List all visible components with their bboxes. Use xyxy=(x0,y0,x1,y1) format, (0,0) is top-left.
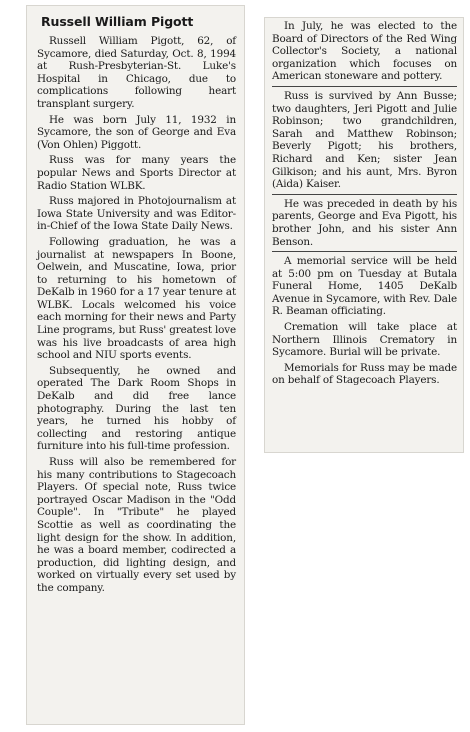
paragraph-stagecoach-players: Russ will also be remembered for his many contributions to Stagecoach Players. Of special note, Russ twice portrayed Oscar Madison in the "Odd Couple". In "Tribute" he played Scottie as well as coordinating the light design for the show. In addition, he was a board member, codirected a production, did lighting design, and worked on virtually every set used by the company. xyxy=(37,456,236,594)
paragraph-death-notice: Russell William Pigott, 62, of Sycamore, died Saturday, Oct. 8, 1994 at Rush-Presbyterian-St. Luke's Hospital in Chicago, due to complications following heart transplant surgery. xyxy=(37,35,236,110)
paragraph-memorials: Memorials for Russ may be made on behalf of Stagecoach Players. xyxy=(272,361,457,387)
paragraph-dark-room-shops: Subsequently, he owned and operated The Dark Room Shops in DeKalb and did free lance photography. During the last ten years, he turned his hobby of collecting and restoring antique furniture into his full-time profession. xyxy=(37,364,236,453)
paragraph-memorial-service: A memorial service will be held at 5:00 pm on Tuesday at Butala Funeral Home, 1405 DeKalb Avenue in Sycamore, with Rev. Dale R. Beaman officiating. xyxy=(272,255,457,318)
obituary-clipping-left xyxy=(27,6,244,724)
paragraph-education: Russ majored in Photojournalism at Iowa State University and was Editor-in-Chief of the Iowa State Daily News. xyxy=(37,195,236,233)
paragraph-survivors: Russ is survived by Ann Busse; two daughters, Jeri Pigott and Julie Robinson; two grandchildren, Sarah and Matthew Robinson; Beverly Pigott; his brothers, Richard and Ken; sister Jean Gilkison; and his aunt, Mrs. Byron (Aida) Kaiser. xyxy=(272,89,457,191)
obituary-clipping-right xyxy=(265,18,463,452)
paragraph-cremation: Cremation will take place at Northern Illinois Crematory in Sycamore. Burial will be private. xyxy=(272,321,457,359)
paragraph-journalism: Following graduation, he was a journalist at newspapers In Boone, Oelwein, and Muscatine, Iowa, prior to returning to his hometown of DeKalb in 1960 for a 17 year tenure at WLBK. Locals welcomed his voice each morning for their news and Party Line programs, but Russ' greatest love was his live broadcasts of area high school and NIU sports events. xyxy=(37,235,237,362)
paragraph-preceded-in-death: He was preceded in death by his parents, George and Eva Pigott, his brother John, and his sister Ann Benson. xyxy=(272,197,457,248)
paragraph-birth: He was born July 11, 1932 in Sycamore, the son of George and Eva (Von Ohlen) Piggott. xyxy=(37,113,236,151)
divider xyxy=(272,194,457,195)
headline: Russell William Pigott xyxy=(41,14,194,29)
paragraph-radio-career: Russ was for many years the popular News and Sports Director at Radio Station WLBK. xyxy=(37,154,236,192)
divider xyxy=(272,86,457,87)
paragraph-red-wing: In July, he was elected to the Board of Directors of the Red Wing Collector's Society, a national organization which focuses on American stoneware and pottery. xyxy=(272,20,457,83)
divider xyxy=(272,251,457,252)
